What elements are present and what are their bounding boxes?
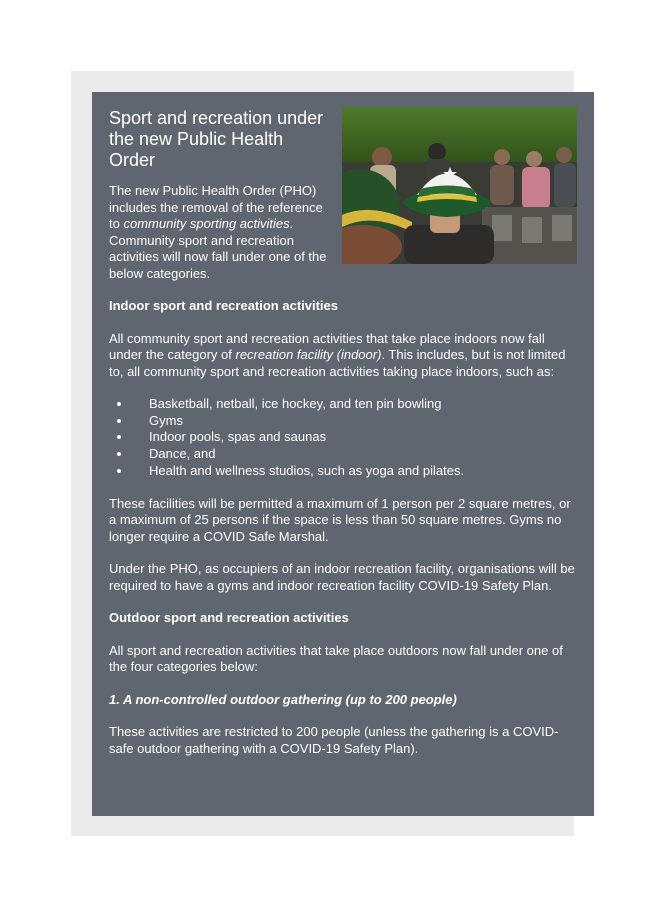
- outdoor-paragraph-2: These activities are restricted to 200 people (unless the gathering is a COVID-safe outdoor gathering with a COVID-19 Safety Plan).: [109, 724, 559, 756]
- indoor-paragraph-3: Under the PHO, as occupiers of an indoor recreation facility, organisations will be required to have a gyms and indoor recreation facility COVID-19 Safety Plan.: [109, 561, 575, 593]
- list-item: • Health and wellness studios, such as yoga and pilates.: [132, 463, 577, 480]
- indoor-heading: Indoor sport and recreation activities: [109, 298, 338, 313]
- indoor-text-1: All community sport and recreation activities that take place indoors now fall under the category of: [109, 330, 545, 362]
- indoor-activity-list: [109, 396, 577, 480]
- intro-text-1: The new Public Health Order (PHO) includes the removal of the reference to: [109, 183, 323, 231]
- outdoor-paragraph-1: All sport and recreation activities that take place outdoors now fall under one of the four categories below:: [109, 642, 563, 675]
- indoor-emphasis: recreation facility (indoor): [235, 347, 382, 362]
- list-item: • Basketball, netball, ice hockey, and ten pin bowling: [132, 396, 577, 413]
- page-title: Sport and recreation under the new Public Health Order: [109, 108, 324, 170]
- intro-text-2: . Community sport and recreation activities will now fall under one of the below categories.: [109, 216, 327, 281]
- intro-emphasis: community sporting activities: [123, 216, 290, 231]
- list-item: • Indoor pools, spas and saunas: [132, 429, 577, 446]
- outdoor-heading: Outdoor sport and recreation activities: [109, 610, 349, 626]
- content-panel: [92, 92, 594, 816]
- indoor-paragraph-2: These facilities will be permitted a maximum of 1 person per 2 square metres, or a maximum of 25 persons if the space is less than 50 square metres. Gyms no longer require a COVID Safe Marshal.: [109, 495, 571, 544]
- stadium-crowd-photo: [342, 107, 577, 264]
- indoor-paragraph-1: [109, 331, 577, 381]
- outdoor-subheading-1: 1. A non-controlled outdoor gathering (up to 200 people): [109, 691, 457, 707]
- list-item: • Dance, and: [132, 446, 577, 463]
- intro-paragraph: [109, 183, 331, 282]
- indoor-text-2: . This includes, but is not limited to, all community sport and recreation activities taking place indoors, such as:: [109, 347, 566, 379]
- list-item: • Gyms: [132, 413, 577, 430]
